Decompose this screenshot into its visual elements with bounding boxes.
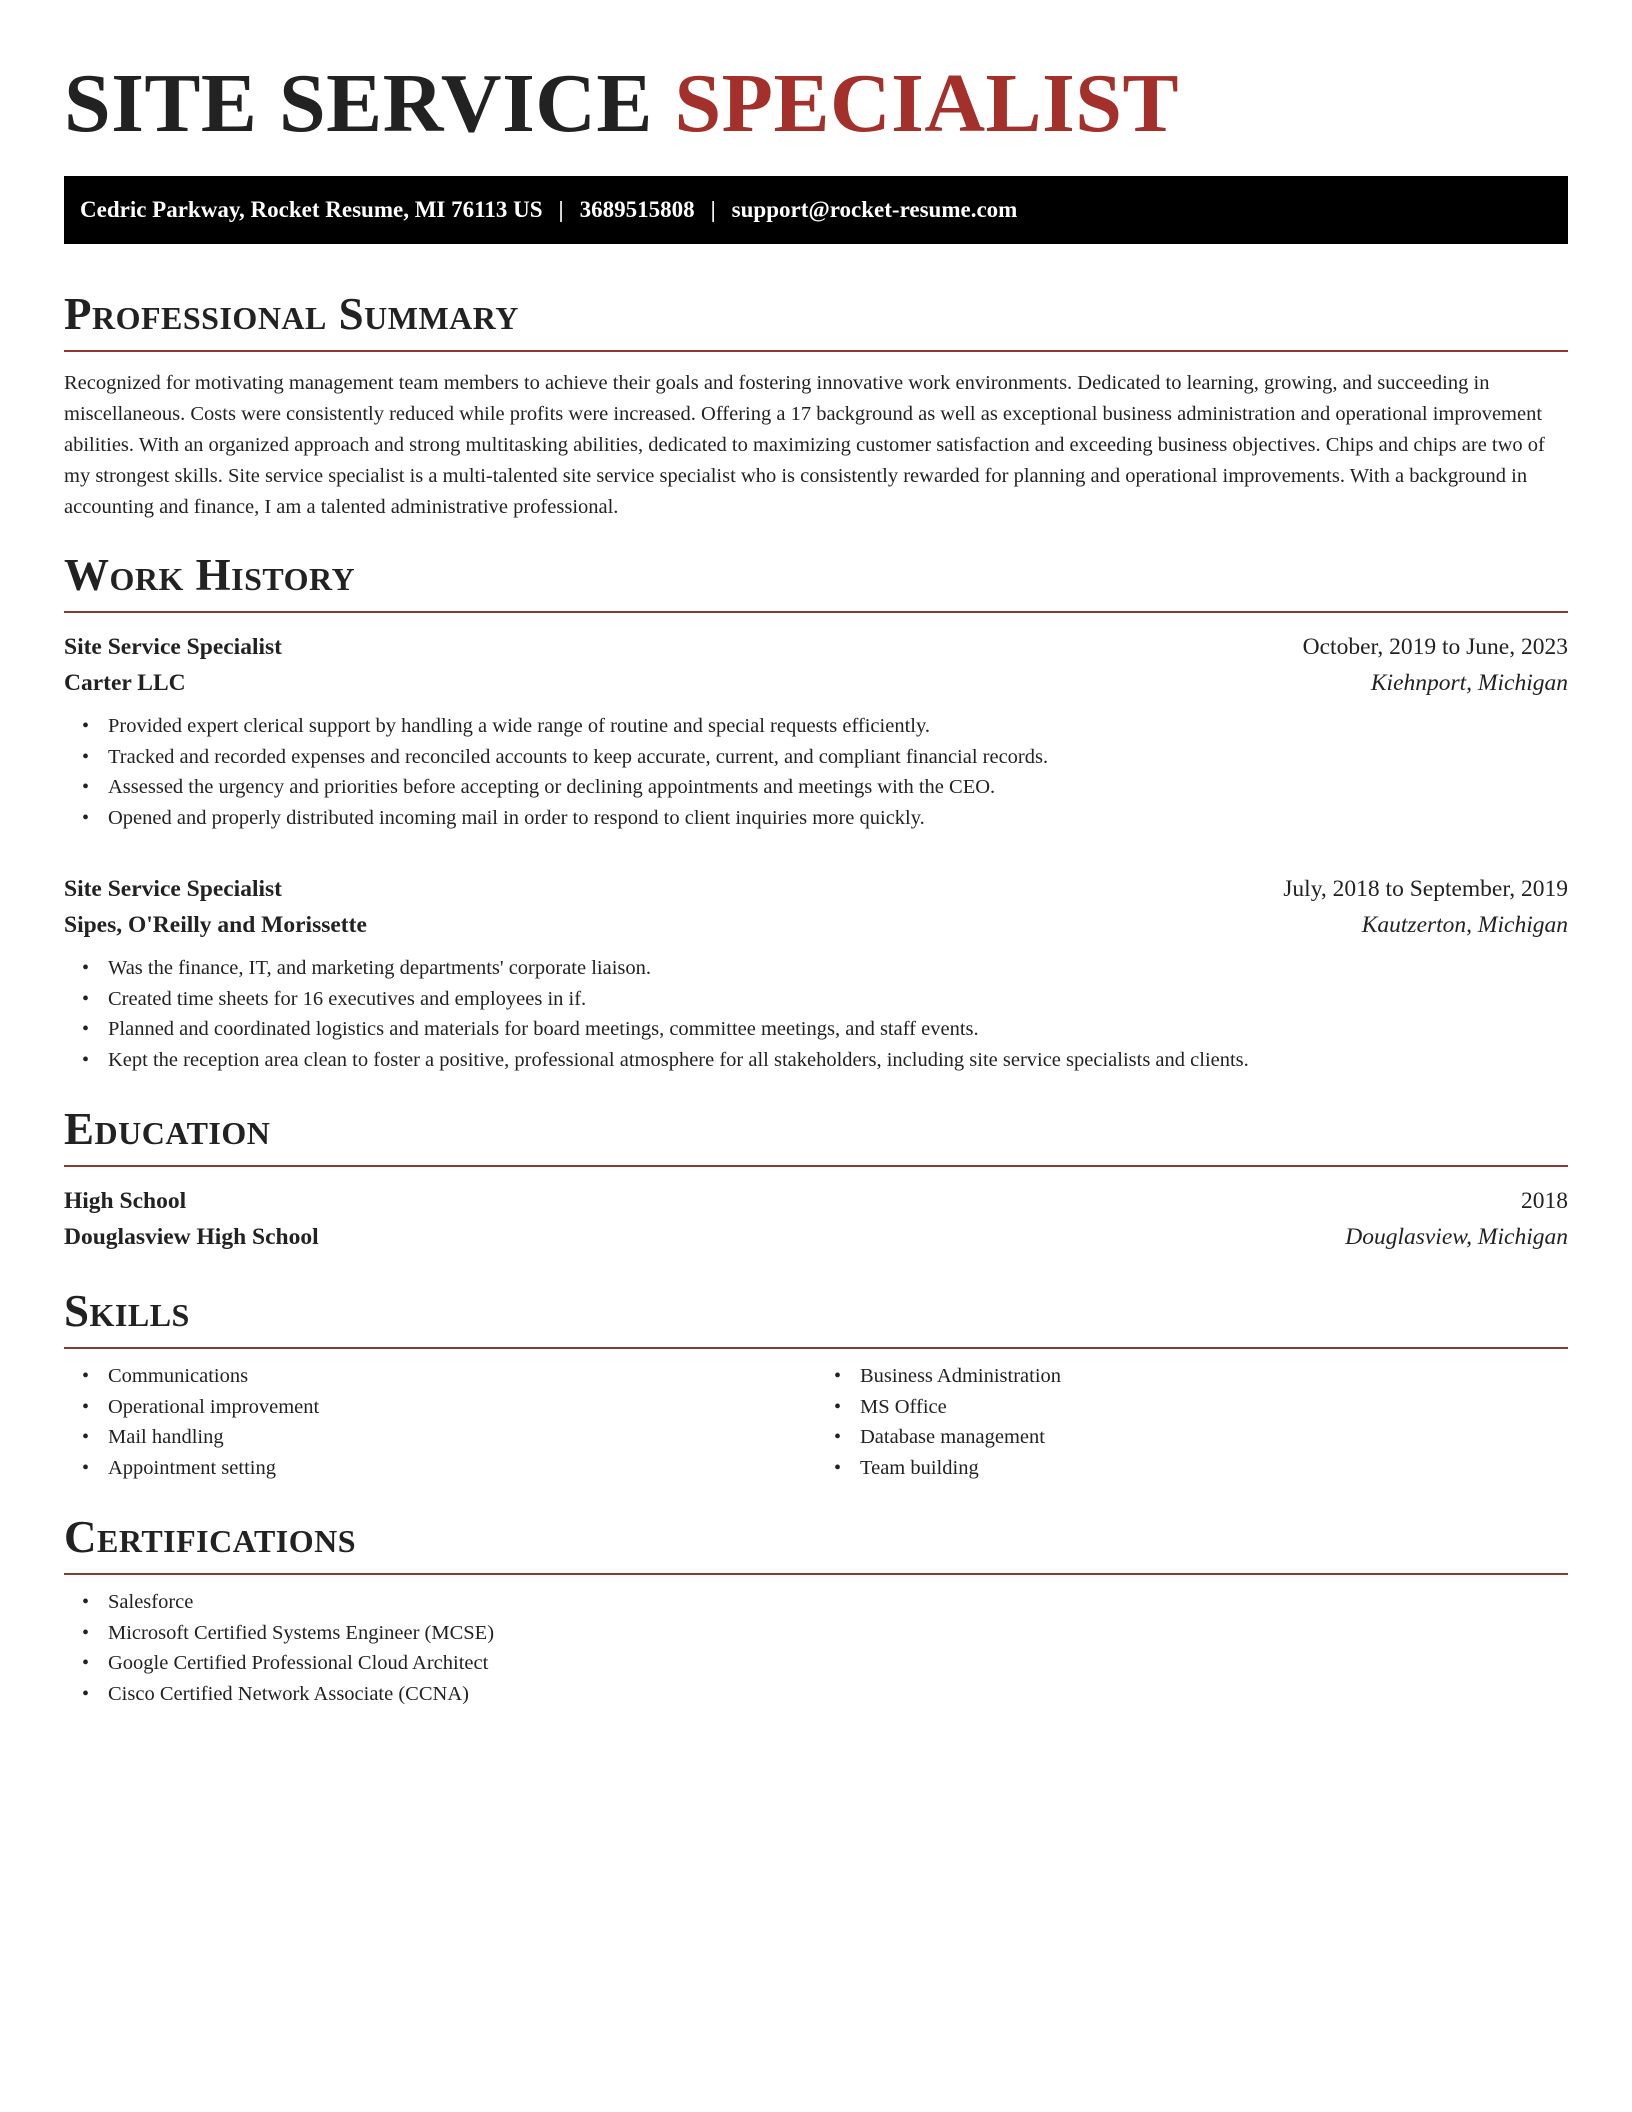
education-degree: High School xyxy=(64,1188,187,1214)
job-location: Kautzerton, Michigan xyxy=(1361,912,1568,938)
list-item: • Created time sheets for 16 executives and employees in if. xyxy=(108,984,1568,1015)
certifications-section xyxy=(64,1511,1568,1709)
skills-section xyxy=(64,1285,1568,1483)
section-title-certifications: Certifications xyxy=(64,1511,1568,1575)
list-item: • Planned and coordinated logistics and materials for board meetings, committee meetings, and staff events. xyxy=(108,1014,1568,1045)
resume-page xyxy=(64,56,1568,1709)
list-item: • Tracked and recorded expenses and reconciled accounts to keep accurate, current, and compliant financial records. xyxy=(108,742,1568,773)
summary-section xyxy=(64,288,1568,523)
work-history-section xyxy=(64,549,1568,1075)
resume-name xyxy=(64,56,1568,152)
list-item: • Opened and properly distributed incoming mail in order to respond to client inquiries more quickly. xyxy=(108,803,1568,834)
job-dates: July, 2018 to September, 2019 xyxy=(1283,876,1568,902)
summary-text: Recognized for motivating management team members to achieve their goals and fostering innovative work environments. Dedicated to learning, growing, and succeeding in miscellaneous. Costs were consistently reduced while profits were increased. Offering a 17 background as well as exceptional business administration and operational improvement abilities. With an organized approach and strong multitasking abilities, dedicated to maximizing customer satisfaction and exceeding business objectives. Chips and chips are two of my strongest skills. Site service specialist is a multi-talented site service specialist who is consistently rewarded for planning and operational improvements. With a background in accounting and finance, I am a talented administrative professional. xyxy=(64,372,1545,518)
job-role: Site Service Specialist xyxy=(64,876,282,902)
certification-item: • Google Certified Professional Cloud Architect xyxy=(108,1648,1568,1679)
name-first: SITE SERVICE xyxy=(64,57,653,150)
list-item: • Kept the reception area clean to foster a positive, professional atmosphere for all stakeholders, including site service specialists and clients. xyxy=(108,1045,1568,1076)
job-company: Carter LLC xyxy=(64,670,186,696)
skill-item: • Business Administration xyxy=(860,1361,1568,1392)
job-dates: October, 2019 to June, 2023 xyxy=(1302,634,1568,660)
section-title-education: Education xyxy=(64,1103,1568,1167)
education-entry xyxy=(64,1183,1568,1255)
section-title-summary: Professional Summary xyxy=(64,288,1568,352)
job-bullets xyxy=(64,953,1568,1075)
job-company: Sipes, O'Reilly and Morissette xyxy=(64,912,367,938)
skills-list-right xyxy=(816,1361,1568,1483)
job-entry xyxy=(64,871,1568,1075)
certification-item: • Microsoft Certified Systems Engineer (MCSE) xyxy=(108,1618,1568,1649)
certification-item: • Salesforce xyxy=(108,1587,1568,1618)
skills-list-left xyxy=(64,1361,816,1483)
list-item: • Was the finance, IT, and marketing departments' corporate liaison. xyxy=(108,953,1568,984)
section-title-work-history: Work History xyxy=(64,549,1568,613)
skill-item: • Operational improvement xyxy=(108,1392,816,1423)
name-last: SPECIALIST xyxy=(674,57,1179,150)
contact-separator: | xyxy=(710,197,716,222)
skill-item: • MS Office xyxy=(860,1392,1568,1423)
skill-item: • Team building xyxy=(860,1453,1568,1484)
skill-item: • Communications xyxy=(108,1361,816,1392)
job-bullets xyxy=(64,711,1568,833)
education-year: 2018 xyxy=(1521,1188,1568,1214)
skill-item: • Appointment setting xyxy=(108,1453,816,1484)
education-school: Douglasview High School xyxy=(64,1224,319,1250)
contact-bar xyxy=(64,176,1568,244)
certification-item: • Cisco Certified Network Associate (CCNA) xyxy=(108,1679,1568,1710)
section-title-skills: Skills xyxy=(64,1285,1568,1349)
list-item: • Provided expert clerical support by handling a wide range of routine and special requests efficiently. xyxy=(108,711,1568,742)
job-entry xyxy=(64,629,1568,833)
education-section xyxy=(64,1103,1568,1255)
skill-item: • Database management xyxy=(860,1422,1568,1453)
contact-email: support@rocket-resume.com xyxy=(731,197,1018,222)
contact-address: Cedric Parkway, Rocket Resume, MI 76113 US xyxy=(80,197,543,222)
education-location: Douglasview, Michigan xyxy=(1345,1224,1568,1250)
contact-phone: 3689515808 xyxy=(579,197,695,222)
list-item: • Assessed the urgency and priorities before accepting or declining appointments and meetings with the CEO. xyxy=(108,772,1568,803)
certifications-list xyxy=(64,1587,1568,1709)
skill-item: • Mail handling xyxy=(108,1422,816,1453)
job-location: Kiehnport, Michigan xyxy=(1370,670,1568,696)
contact-separator: | xyxy=(558,197,564,222)
job-role: Site Service Specialist xyxy=(64,634,282,660)
